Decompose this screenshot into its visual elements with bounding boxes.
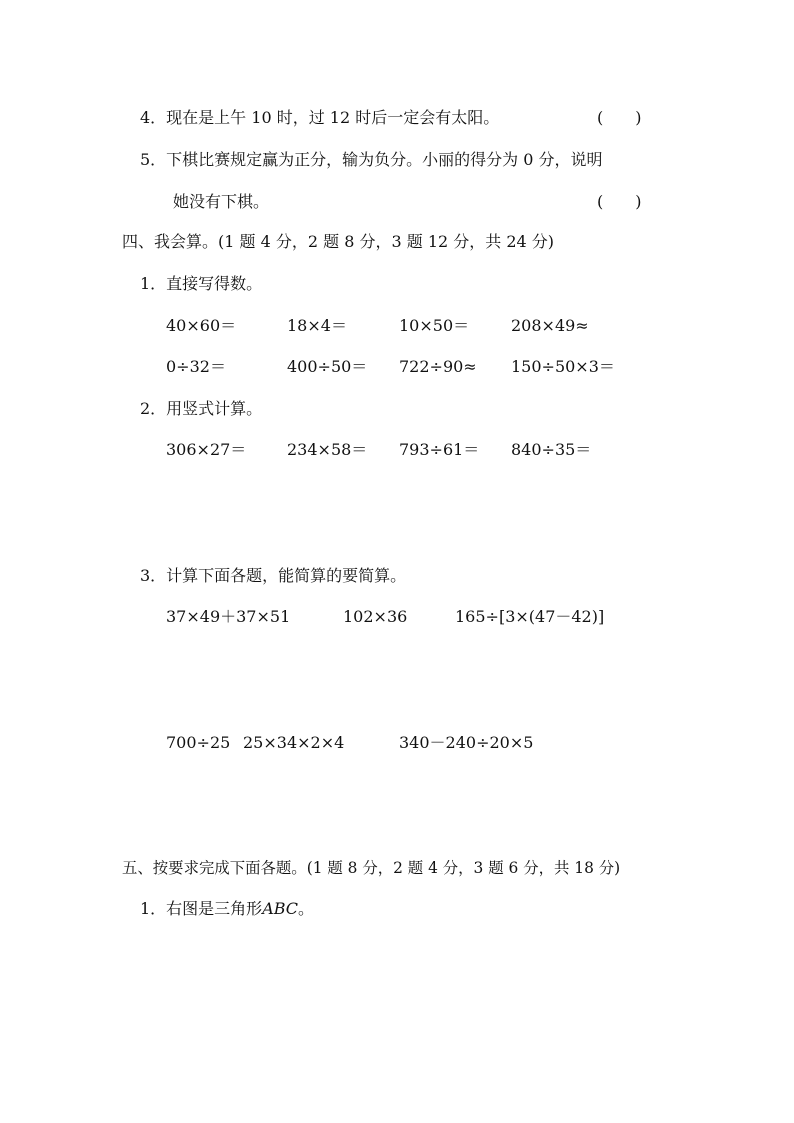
section5-title: 五、按要求完成下面各题。(1 题 8 分，2 题 4 分，3 题 6 分，共 18 分) bbox=[122, 859, 621, 877]
s4-q3-label: 3．计算下面各题，能简算的要简算。 bbox=[140, 566, 407, 585]
s4-q3-r2-c2: 25×34×2×4 bbox=[243, 733, 345, 752]
question-4-text: 4．现在是上午 10 时，过 12 时后一定会有太阳。 bbox=[140, 108, 500, 127]
s4-q1-r1-c4: 208×49≈ bbox=[511, 316, 589, 335]
s4-q3-r1-c2: 102×36 bbox=[343, 607, 408, 626]
s4-q3-r1-c1: 37×49＋37×51 bbox=[166, 607, 291, 626]
s4-q1-r1-c2: 18×4＝ bbox=[287, 316, 347, 335]
s4-q1-r2-c4: 150÷50×3＝ bbox=[511, 357, 615, 376]
s4-q1-r2-c3: 722÷90≈ bbox=[399, 357, 477, 376]
s5-q1-suffix: 。 bbox=[298, 899, 315, 918]
s4-q3-r1-c3: 165÷[3×(47－42)] bbox=[455, 607, 605, 626]
s4-q1-r2-c1: 0÷32＝ bbox=[166, 357, 226, 376]
s5-q1-text: 1．右图是三角形 bbox=[140, 899, 263, 918]
s4-q1-r1-c1: 40×60＝ bbox=[166, 316, 237, 335]
s4-q2-c3: 793÷61＝ bbox=[399, 440, 480, 459]
s4-q2-c2: 234×58＝ bbox=[287, 440, 368, 459]
s4-q2-c1: 306×27＝ bbox=[166, 440, 247, 459]
answer-paren-5[interactable]: ( ) bbox=[597, 192, 642, 211]
question-5-line1: 5．下棋比赛规定赢为正分，输为负分。小丽的得分为 0 分，说明 bbox=[140, 150, 603, 169]
question-5-line2: 她没有下棋。 bbox=[173, 192, 270, 211]
section4-title: 四、我会算。(1 题 4 分，2 题 8 分，3 题 12 分，共 24 分) bbox=[122, 232, 555, 251]
s4-q1-r1-c3: 10×50＝ bbox=[399, 316, 470, 335]
s4-q2-c4: 840÷35＝ bbox=[511, 440, 592, 459]
s4-q1-label: 1．直接写得数。 bbox=[140, 274, 263, 293]
triangle-name: ABC bbox=[262, 899, 299, 918]
s4-q2-label: 2．用竖式计算。 bbox=[140, 399, 263, 418]
s5-q1-label bbox=[140, 899, 314, 919]
s4-q3-r2-c3: 340－240÷20×5 bbox=[399, 733, 534, 752]
s4-q1-r2-c2: 400÷50＝ bbox=[287, 357, 368, 376]
s4-q3-r2-c1: 700÷25 bbox=[166, 733, 231, 752]
answer-paren-4[interactable]: ( ) bbox=[597, 108, 642, 127]
